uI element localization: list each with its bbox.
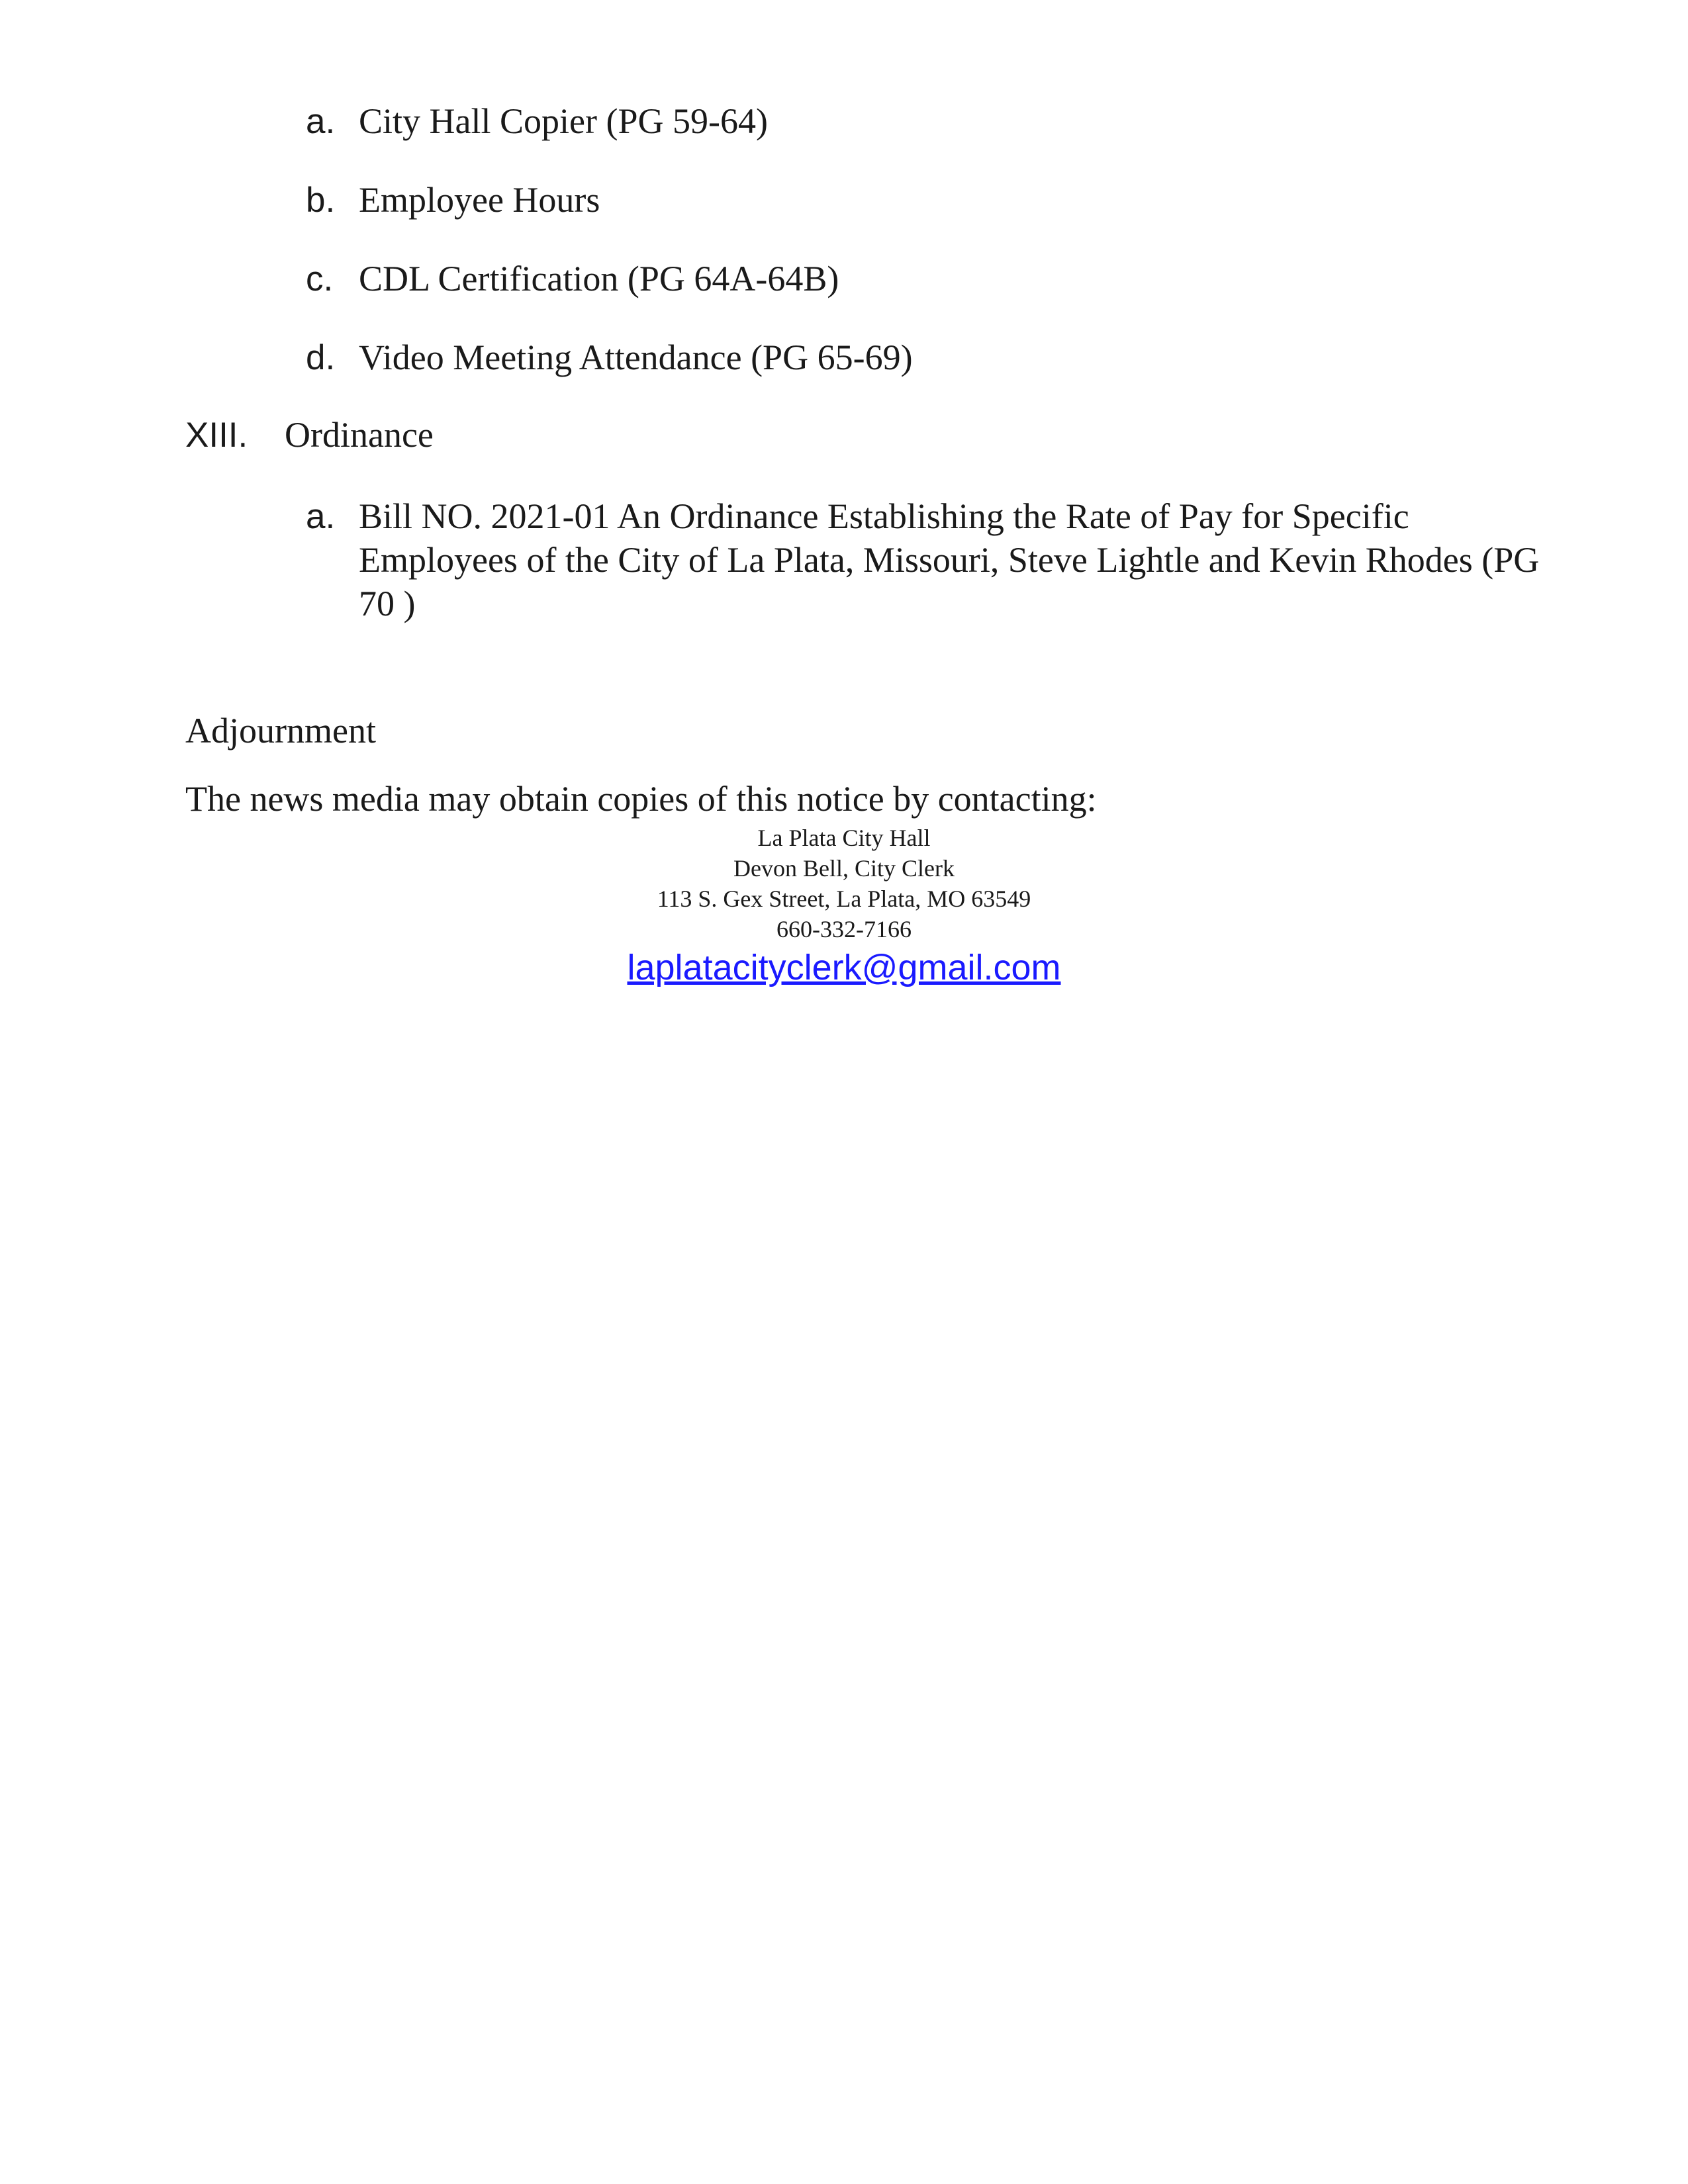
adjournment-heading: Adjournment — [185, 711, 376, 751]
item-marker: d. — [306, 338, 336, 377]
agenda-item-copier — [306, 99, 1564, 143]
item-text: Employee Hours — [359, 180, 600, 220]
item-text: CDL Certification (PG 64A-64B) — [359, 259, 839, 298]
contact-email-link[interactable]: laplatacityclerk@gmail.com — [627, 948, 1061, 987]
item-marker: b. — [306, 181, 336, 220]
contact-office: La Plata City Hall — [757, 825, 931, 851]
item-marker: a. — [306, 102, 336, 141]
media-note: The news media may obtain copies of this notice by contacting: — [185, 779, 1097, 819]
contact-phone: 660-332-7166 — [776, 916, 912, 942]
agenda-item-employee-hours — [306, 178, 1564, 222]
section-ordinance-heading — [185, 414, 1509, 455]
contact-block — [0, 823, 1688, 988]
item-text: Video Meeting Attendance (PG 65-69) — [359, 338, 913, 377]
item-marker: c. — [306, 259, 334, 298]
ordinance-item-bill — [306, 494, 1564, 625]
contact-address: 113 S. Gex Street, La Plata, MO 63549 — [657, 886, 1031, 912]
contact-clerk: Devon Bell, City Clerk — [733, 855, 955, 882]
item-text: City Hall Copier (PG 59-64) — [359, 101, 768, 141]
agenda-item-video-meeting — [306, 336, 1564, 379]
agenda-item-cdl-certification — [306, 257, 1564, 300]
section-title: Ordinance — [285, 415, 434, 455]
item-text: Bill NO. 2021-01 An Ordinance Establishing the Rate of Pay for Specific Employees of the City of La Plata, Missouri, Steve Lightle and Kevin Rhodes (PG 70 ) — [359, 496, 1540, 623]
section-numeral: XIII. — [185, 416, 248, 455]
item-marker: a. — [306, 497, 336, 536]
